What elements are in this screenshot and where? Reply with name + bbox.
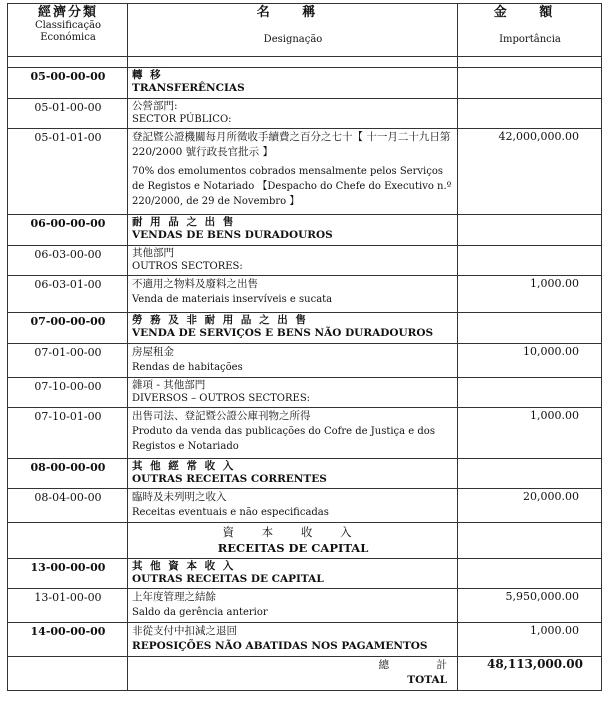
- section-code-cell: [8, 523, 128, 559]
- header-amount: [458, 4, 602, 57]
- header-amount-zh: 金 額: [493, 5, 567, 20]
- header-classification-pt-2: Económica: [40, 32, 96, 43]
- row-code: 05-00-00-00: [8, 68, 128, 99]
- row-amount: [458, 559, 602, 589]
- row-designation: 非從支付中扣減之退回 REPOSIÇÕES NÃO ABATIDAS NOS PAGAMENTOS: [128, 623, 458, 657]
- table-row: [8, 68, 602, 99]
- row-code: 07-10-00-00: [8, 378, 128, 408]
- table-row: [8, 459, 602, 489]
- row-designation: 上年度管理之結餘 Saldo da gerência anterior: [128, 589, 458, 623]
- row-designation: 出售司法、登記暨公證公庫刊物之所得 Produto da venda das publicações do Cofre de Justiça e dos Registos e Notariado: [128, 408, 458, 459]
- row-amount: 1,000.00: [458, 623, 602, 657]
- row-amount: 1,000.00: [458, 276, 602, 313]
- table-row: [8, 623, 602, 657]
- row-amount: [458, 68, 602, 99]
- row-designation: 轉 移 TRANSFERÊNCIAS: [128, 68, 458, 99]
- table-row: [8, 246, 602, 276]
- table-row: [8, 129, 602, 215]
- row-code: 07-01-00-00: [8, 344, 128, 378]
- header-classification: [8, 4, 128, 57]
- row-code: 14-00-00-00: [8, 623, 128, 657]
- row-amount: [458, 313, 602, 344]
- row-designation: 勞 務 及 非 耐 用 品 之 出 售 VENDA DE SERVIÇOS E BENS NÃO DURADOUROS: [128, 313, 458, 344]
- row-code: 07-00-00-00: [8, 313, 128, 344]
- row-code: 13-01-00-00: [8, 589, 128, 623]
- row-code: 05-01-01-00: [8, 129, 128, 215]
- row-code: 06-00-00-00: [8, 215, 128, 246]
- row-designation: 耐 用 品 之 出 售 VENDAS DE BENS DURADOUROS: [128, 215, 458, 246]
- row-designation: 臨時及未列明之收入 Receitas eventuais e não especificadas: [128, 489, 458, 523]
- row-designation: 其 他 經 常 收 入 OUTRAS RECEITAS CORRENTES: [128, 459, 458, 489]
- table-row: [8, 408, 602, 459]
- table-row: [8, 589, 602, 623]
- row-code: 05-01-00-00: [8, 99, 128, 129]
- table-row: [8, 378, 602, 408]
- budget-table: [7, 3, 602, 691]
- table-row: [8, 344, 602, 378]
- header-designation-zh: 名 稱: [256, 5, 330, 20]
- row-amount: 1,000.00: [458, 408, 602, 459]
- row-designation: 不適用之物料及廢料之出售 Venda de materiais inservíveis e sucata: [128, 276, 458, 313]
- table-row: [8, 99, 602, 129]
- header-classification-zh: 經濟分類: [37, 5, 98, 20]
- row-code: 08-00-00-00: [8, 459, 128, 489]
- total-amount: 48,113,000.00: [458, 657, 602, 691]
- header-designation-pt: Designação: [263, 34, 323, 45]
- row-amount: 20,000.00: [458, 489, 602, 523]
- header-amount-pt: Importância: [499, 34, 561, 45]
- total-row: [8, 657, 602, 691]
- header-classification-pt: Classificação: [34, 20, 102, 31]
- header-designation: [128, 4, 458, 57]
- row-designation: 其 他 資 本 收 入 OUTRAS RECEITAS DE CAPITAL: [128, 559, 458, 589]
- row-amount: [458, 99, 602, 129]
- table-header-row: [8, 4, 602, 57]
- section-amount-cell: [458, 523, 602, 559]
- row-designation: 其他部門 OUTROS SECTORES:: [128, 246, 458, 276]
- section-heading-row: [8, 523, 602, 559]
- table-row: [8, 215, 602, 246]
- row-code: 07-10-01-00: [8, 408, 128, 459]
- table-row: [8, 489, 602, 523]
- row-code: 06-03-00-00: [8, 246, 128, 276]
- row-amount: [458, 215, 602, 246]
- table-row: [8, 276, 602, 313]
- total-label: 總 計 TOTAL: [128, 657, 458, 691]
- row-amount: 42,000,000.00: [458, 129, 602, 215]
- row-designation: 雜項 - 其他部門 DIVERSOS – OUTROS SECTORES:: [128, 378, 458, 408]
- total-code-cell: [8, 657, 128, 691]
- spacer-row: [8, 57, 602, 68]
- row-designation: 登記暨公證機關每月所徵收手續費之百分之七十【 十一月二十九日第 220/2000 號行政長官批示 】 70% dos emolumentos cobrados mensalmente pelos Serviços de Registos e Notariado 【Despacho do Chefe do Executivo n.º 220/2000, de 29 de Novembro 】: [128, 129, 458, 215]
- row-code: 06-03-01-00: [8, 276, 128, 313]
- row-code: 08-04-00-00: [8, 489, 128, 523]
- row-amount: 5,950,000.00: [458, 589, 602, 623]
- row-amount: [458, 459, 602, 489]
- row-designation: 公營部門: SECTOR PÚBLICO:: [128, 99, 458, 129]
- section-heading: 資 本 收 入 RECEITAS DE CAPITAL: [128, 523, 458, 559]
- row-code: 13-00-00-00: [8, 559, 128, 589]
- table-row: [8, 559, 602, 589]
- row-amount: 10,000.00: [458, 344, 602, 378]
- row-amount: [458, 246, 602, 276]
- row-designation: 房屋租金 Rendas de habitações: [128, 344, 458, 378]
- row-amount: [458, 378, 602, 408]
- table-row: [8, 313, 602, 344]
